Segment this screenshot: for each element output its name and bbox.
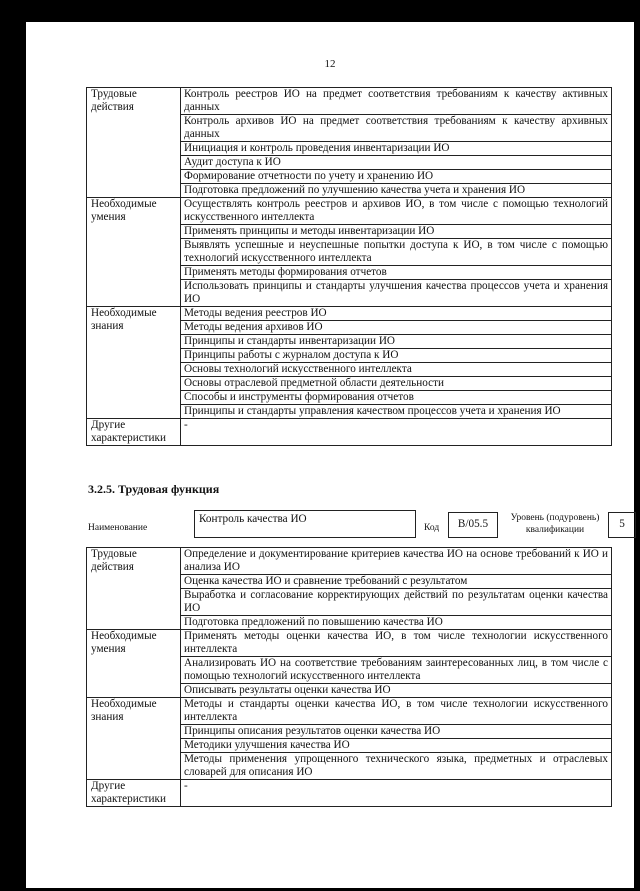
row-value: Оценка качества ИО и сравнение требований с результатом [181,575,612,589]
row-value: - [181,780,612,807]
table-row [87,780,612,807]
row-category: Необходимые умения [87,630,181,698]
row-value: Осуществлять контроль реестров и архивов ИО, в том числе с помощью технологий искусственного интеллекта [181,198,612,225]
level-label: Уровень (подуровень) квалификации [510,513,600,535]
row-value: Применять принципы и методы инвентаризации ИО [181,225,612,239]
table-row [87,198,612,225]
row-category: Трудовые действия [87,548,181,630]
row-value: Формирование отчетности по учету и хранению ИО [181,170,612,184]
row-category: Трудовые действия [87,88,181,198]
row-value: Контроль реестров ИО на предмет соответствия требованиям к качеству активных данных [181,88,612,115]
row-value: Применять методы формирования отчетов [181,266,612,280]
row-value: Методы ведения реестров ИО [181,307,612,321]
row-value: Контроль архивов ИО на предмет соответствия требованиям к качеству архивных данных [181,115,612,142]
row-category: Другие характеристики [87,419,181,446]
competency-table-1 [86,87,612,446]
table-row [87,630,612,657]
row-category: Необходимые умения [87,198,181,307]
row-value: Принципы работы с журналом доступа к ИО [181,349,612,363]
row-value: Методы ведения архивов ИО [181,321,612,335]
row-value: Инициация и контроль проведения инвентаризации ИО [181,142,612,156]
document-page [26,22,634,888]
row-value: Использовать принципы и стандарты улучшения качества процессов учета и хранения ИО [181,280,612,307]
row-value: Подготовка предложений по повышению качества ИО [181,616,612,630]
row-value: Методики улучшения качества ИО [181,739,612,753]
function-name-field: Контроль качества ИО [194,510,416,538]
row-value: Применять методы оценки качества ИО, в том числе технологии искусственного интеллекта [181,630,612,657]
row-value: Выработка и согласование корректирующих действий по результатам оценки качества ИО [181,589,612,616]
row-value: Принципы и стандарты управления качеством процессов учета и хранения ИО [181,405,612,419]
name-label: Наименование [88,523,148,533]
row-value: Способы и инструменты формирования отчетов [181,391,612,405]
row-value: Описывать результаты оценки качества ИО [181,684,612,698]
row-value: Основы технологий искусственного интеллекта [181,363,612,377]
section-heading: 3.2.5. Трудовая функция [88,482,220,496]
table-row [87,698,612,725]
table-row [87,307,612,321]
row-value: - [181,419,612,446]
row-value: Выявлять успешные и неуспешные попытки доступа к ИО, в том числе с помощью технологий искусственного интеллекта [181,239,612,266]
row-value: Основы отраслевой предметной области деятельности [181,377,612,391]
page-number: 12 [324,58,336,70]
table-row [87,419,612,446]
table-row [87,88,612,115]
row-value: Методы и стандарты оценки качества ИО, в том числе технологии искусственного интеллекта [181,698,612,725]
row-value: Принципы описания результатов оценки качества ИО [181,725,612,739]
row-value: Определение и документирование критериев качества ИО на основе требований к ИО и анализа ИО [181,548,612,575]
qualification-level-field: 5 [608,512,636,538]
row-category: Необходимые знания [87,307,181,419]
function-code-field: B/05.5 [448,512,498,538]
code-label: Код [424,523,440,533]
row-value: Аудит доступа к ИО [181,156,612,170]
row-value: Подготовка предложений по улучшению качества учета и хранения ИО [181,184,612,198]
labor-function-header [86,510,640,540]
row-value: Методы применения упрощенного технического языка, предметных и отраслевых словарей для описания ИО [181,753,612,780]
table-row [87,548,612,575]
row-value: Принципы и стандарты инвентаризации ИО [181,335,612,349]
row-category: Необходимые знания [87,698,181,780]
row-category: Другие характеристики [87,780,181,807]
competency-table-2 [86,547,612,807]
row-value: Анализировать ИО на соответствие требованиям заинтересованных лиц, в том числе с помощью технологий искусственного интеллекта [181,657,612,684]
